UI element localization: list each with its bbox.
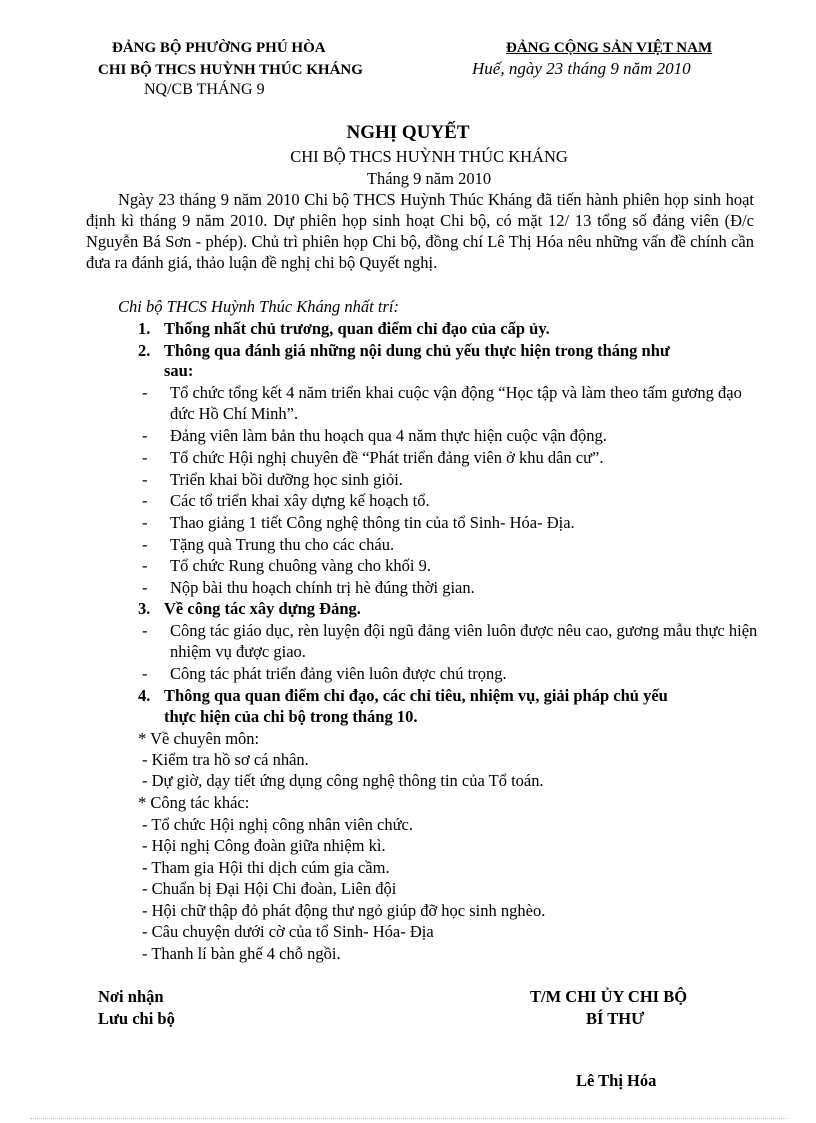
document-subtitle: CHI BỘ THCS HUỲNH THÚC KHÁNG [290,147,568,166]
list-item: - Công tác giáo dục, rèn luyện đội ngũ đảng viên luôn được nêu cao, gương mẫu thực hiện nhiệm vụ được giao. [142,621,758,661]
list-item: - Tổ chức tổng kết 4 năm triển khai cuộc vận động “Học tập và làm theo tấm gương đạo đức Hồ Chí Minh”. [142,383,742,423]
section-title: Thống nhất chủ trương, quan điểm chỉ đạo của cấp ủy. [164,319,550,338]
list-item: - Nộp bài thu hoạch chính trị hè đúng thời gian. [142,578,475,597]
list-item: - Thao giảng 1 tiết Công nghệ thông tin của tổ Sinh- Hóa- Địa. [142,513,575,532]
party-title: ĐẢNG CỘNG SẢN VIỆT NAM [506,40,713,56]
signing-authority: T/M CHI ỦY CHI BỘ [530,987,688,1006]
signer-title: BÍ THƯ [586,1009,645,1028]
section-number: 3. [138,599,151,618]
section-title: Thông qua quan điểm chỉ đạo, các chỉ tiêu, nhiệm vụ, giải pháp chủ yếu [164,686,668,705]
document-number: NQ/CB THÁNG 9 [144,81,265,98]
party-cell-name: CHI BỘ THCS HUỲNH THÚC KHÁNG [98,62,363,78]
section-title: Thông qua đánh giá những nội dung chủ yếu thực hiện trong tháng như [164,341,670,360]
section-2-title-cont: sau: [164,361,194,380]
list-item: - Dự giờ, dạy tiết ứng dụng công nghệ thông tin của Tổ toán. [142,771,544,790]
list-item: - Các tổ triển khai xây dựng kế hoạch tổ. [142,491,430,510]
signer-name: Lê Thị Hóa [576,1071,657,1090]
subheading-chuyen-mon: * Về chuyên môn: [138,729,260,748]
document-date: Tháng 9 năm 2010 [366,169,492,188]
list-item: - Hội nghị Công đoàn giữa nhiệm kì. [142,836,386,855]
agreement-line: Chi bộ THCS Huỳnh Thúc Kháng nhất trí: [118,297,399,316]
section-2 [138,340,670,361]
list-item: - Kiểm tra hồ sơ cá nhân. [142,750,309,769]
intro-paragraph: Ngày 23 tháng 9 năm 2010 Chi bộ THCS Huỳnh Thúc Kháng đã tiến hành phiên họp sinh hoạt định kì tháng 9 năm 2010. Dự phiên họp sinh hoạt Chi bộ, có mặt 12/ 13 tổng số đảng viên (Đ/c Nguyễn Bá Sơn - phép). Chủ trì phiên họp Chi bộ, đồng chí Lê Thị Hóa nêu những vấn đề chính cần đưa ra đánh giá, thảo luận đề nghị chi bộ Quyết nghị. [86,190,754,272]
section-3 [138,598,361,619]
list-item: - Thanh lí bàn ghế 4 chỗ ngồi. [142,944,341,963]
section-4-title-cont: thực hiện của chi bộ trong tháng 10. [164,707,418,726]
list-item: - Câu chuyện dưới cờ của tổ Sinh- Hóa- Địa [142,922,434,941]
section-4 [138,685,668,706]
place-date: Huế, ngày 23 tháng 9 năm 2010 [472,59,691,78]
list-item: - Tham gia Hội thi dịch cúm gia cầm. [142,858,390,877]
party-committee-name: ĐẢNG BỘ PHƯỜNG PHÚ HÒA [112,40,326,56]
list-item: - Hội chữ thập đỏ phát động thư ngỏ giúp đỡ học sinh nghèo. [142,901,546,920]
section-title: Về công tác xây dựng Đảng. [164,599,361,618]
list-item: - Tổ chức Hội nghị chuyên đề “Phát triển đảng viên ở khu dân cư”. [142,448,604,467]
section-number: 1. [138,319,151,338]
document-title: NGHỊ QUYẾT [346,122,470,143]
list-item: - Triển khai bồi dưỡng học sinh giỏi. [142,470,403,489]
section-number: 2. [138,341,151,360]
list-item: - Tặng quà Trung thu cho các cháu. [142,535,395,554]
recipients-label: Nơi nhận [98,987,164,1006]
list-item: - Công tác phát triển đảng viên luôn được chú trọng. [142,664,507,683]
archive-label: Lưu chi bộ [98,1009,175,1028]
list-item: - Đảng viên làm bản thu hoạch qua 4 năm thực hiện cuộc vận động. [142,426,607,445]
list-item: - Tổ chức Rung chuông vàng cho khối 9. [142,556,431,575]
page-bottom-divider [30,1118,786,1119]
subheading-cong-tac-khac: * Công tác khác: [138,793,250,812]
section-1 [138,318,550,339]
list-item: - Chuẩn bị Đại Hội Chi đoàn, Liên đội [142,879,397,898]
list-item: - Tổ chức Hội nghị công nhân viên chức. [142,815,413,834]
section-number: 4. [138,686,151,705]
